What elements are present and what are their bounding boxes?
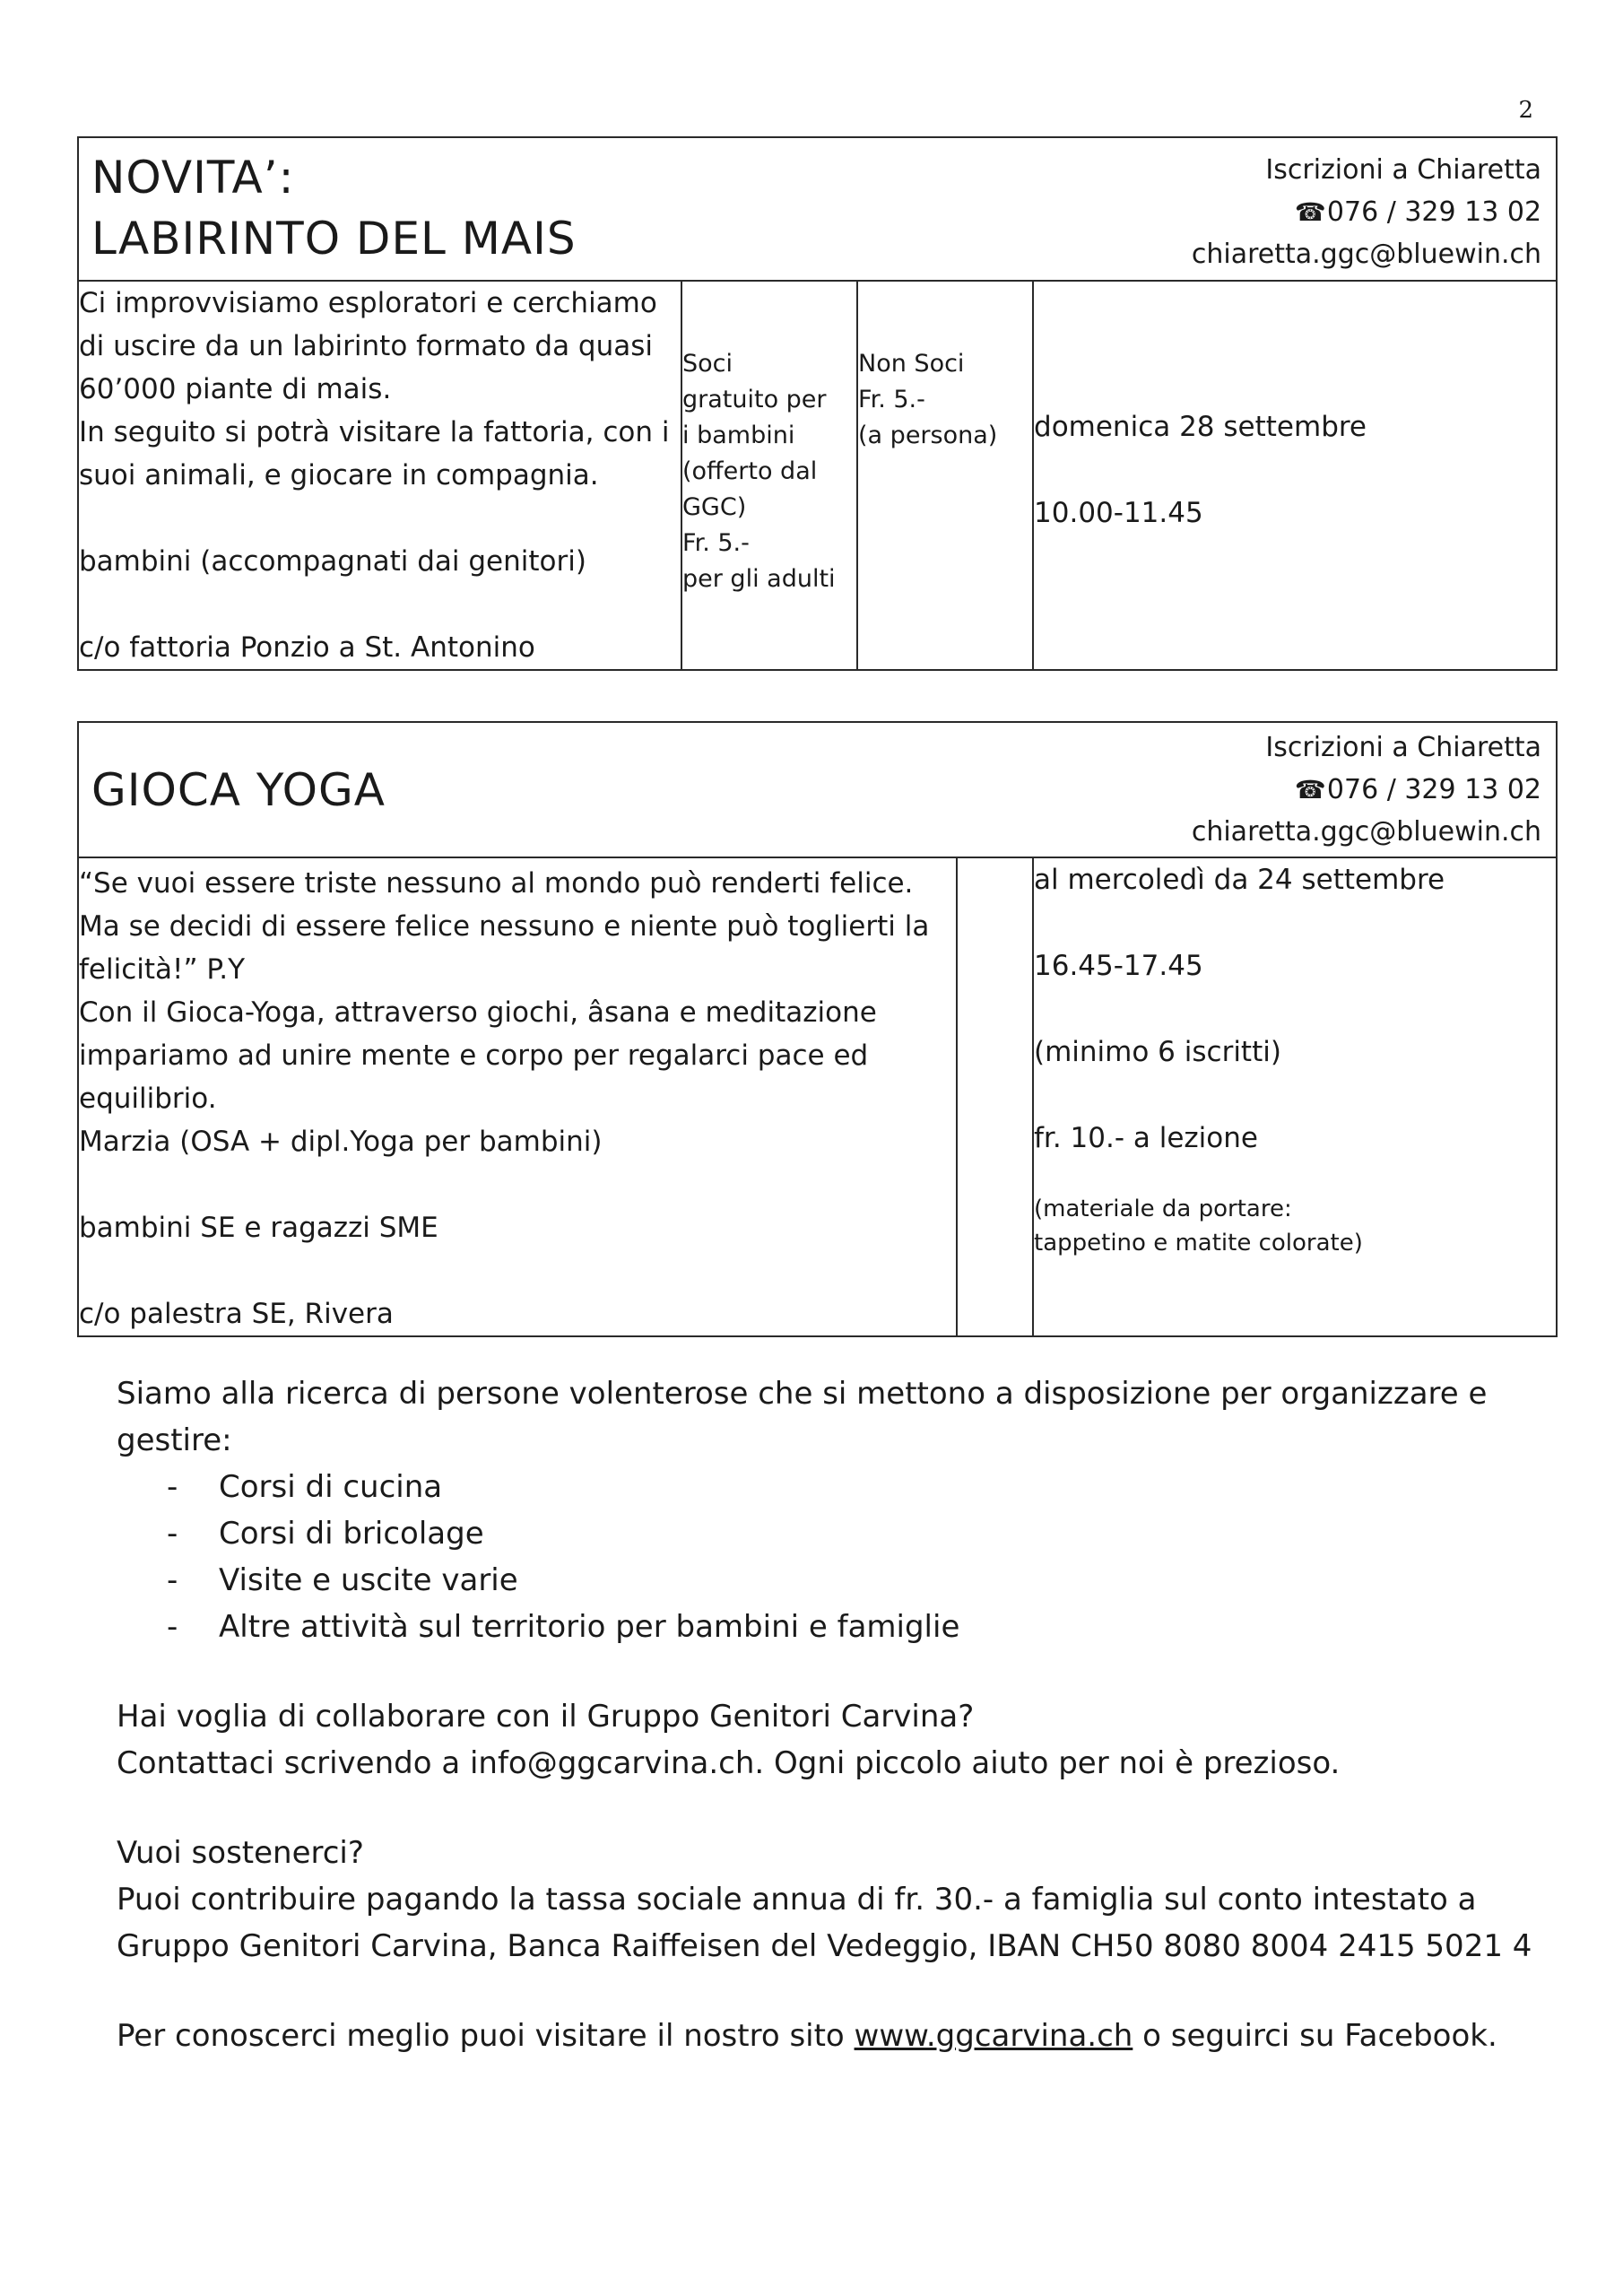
event-contact-cell bbox=[957, 722, 1557, 857]
collaborate-question: Hai voglia di collaborare con il Gruppo Genitori Carvina? bbox=[117, 1699, 975, 1735]
event-material-line: tappetino e matite colorate) bbox=[1034, 1230, 1363, 1257]
event-price: fr. 10.- a lezione bbox=[1034, 1122, 1258, 1154]
contact-phone bbox=[957, 769, 1541, 811]
event-body bbox=[78, 857, 1557, 1336]
empty-price-cell bbox=[957, 857, 1033, 1336]
soci-line: per gli adulti bbox=[682, 565, 836, 593]
contact-label: Iscrizioni a Chiaretta bbox=[1265, 154, 1542, 186]
non-soci-line: (a persona) bbox=[858, 422, 998, 449]
event-minimum: (minimo 6 iscritti) bbox=[1034, 1036, 1281, 1068]
event-date: domenica 28 settembre bbox=[1034, 411, 1367, 443]
non-soci-line: Non Soci bbox=[858, 350, 965, 378]
list-item-text: Corsi di cucina bbox=[219, 1469, 443, 1505]
bottom-section bbox=[117, 1370, 1542, 2059]
volunteers-list bbox=[117, 1464, 1542, 1650]
contact-label: Iscrizioni a Chiaretta bbox=[1265, 732, 1542, 763]
contact-email[interactable]: chiaretta.ggc@bluewin.ch bbox=[1191, 816, 1542, 848]
event-schedule-cell bbox=[1033, 857, 1557, 1336]
non-soci-price-cell bbox=[857, 281, 1033, 670]
telephone-icon: ☎ bbox=[1294, 197, 1326, 227]
website-link[interactable]: www.ggcarvina.ch bbox=[854, 2018, 1133, 2054]
event-description: In seguito si potrà visitare la fattoria, con i suoi animali, e giocare in compagnia. bbox=[79, 416, 670, 491]
event-time: 16.45-17.45 bbox=[1034, 950, 1203, 982]
volunteers-intro: Siamo alla ricerca di persone volenterose che si mettono a disposizione per organizzare e gestire: bbox=[117, 1376, 1488, 1458]
event-title-line: LABIRINTO DEL MAIS bbox=[91, 213, 577, 265]
contact-email[interactable]: chiaretta.ggc@bluewin.ch bbox=[1191, 239, 1542, 270]
event-schedule-cell bbox=[1033, 281, 1557, 670]
event-description-cell bbox=[78, 281, 681, 670]
event-title bbox=[79, 760, 957, 821]
list-item: - Altre attività sul territorio per bambini e famiglie bbox=[167, 1604, 1542, 1650]
event-description-cell bbox=[78, 857, 957, 1336]
event-title-cell bbox=[78, 722, 957, 857]
event-date: al mercoledì da 24 settembre bbox=[1034, 864, 1445, 896]
event-description: Ci improvvisiamo esploratori e cerchiamo di uscire da un labirinto formato da quasi 60’000 piante di mais. bbox=[79, 287, 657, 405]
footer-text: o seguirci su Facebook. bbox=[1142, 2018, 1497, 2054]
event-title-cell bbox=[78, 137, 857, 281]
list-item: - Corsi di bricolage bbox=[167, 1510, 1542, 1557]
event-body bbox=[78, 281, 1557, 670]
event-header bbox=[78, 137, 1557, 281]
soci-line: GGC) bbox=[682, 493, 747, 521]
soci-line: Fr. 5.- bbox=[682, 529, 750, 557]
soci-line: Soci bbox=[682, 350, 733, 378]
event-material-line: (materiale da portare: bbox=[1034, 1196, 1292, 1222]
contact-phone-number: 076 / 329 13 02 bbox=[1326, 774, 1542, 805]
event-title-line: NOVITA’: bbox=[91, 152, 295, 204]
contact-phone bbox=[857, 191, 1541, 233]
list-item-text: Corsi di bricolage bbox=[219, 1516, 484, 1552]
footer-text: Per conoscerci meglio puoi visitare il nostro sito bbox=[117, 2018, 845, 2054]
support-question: Vuoi sostenerci? bbox=[117, 1835, 364, 1871]
support-text: Puoi contribuire pagando la tassa sociale annua di fr. 30.- a famiglia sul conto intestato a Gruppo Genitori Carvina, Banca Raiffeisen del Vedeggio, IBAN CH50 8080 8004 2415 5021 4 bbox=[117, 1882, 1532, 1964]
event-table-labirinto bbox=[77, 136, 1558, 671]
event-contact-cell bbox=[857, 137, 1557, 281]
list-item-text: Visite e uscite varie bbox=[219, 1562, 518, 1598]
event-contact bbox=[857, 138, 1556, 279]
event-table-gioca-yoga bbox=[77, 721, 1558, 1337]
event-title bbox=[79, 138, 857, 269]
event-audience: bambini (accompagnati dai genitori) bbox=[79, 545, 586, 578]
soci-line: i bambini bbox=[682, 422, 795, 449]
event-header bbox=[78, 722, 1557, 857]
list-item: - Visite e uscite varie bbox=[167, 1557, 1542, 1604]
event-location: c/o fattoria Ponzio a St. Antonino bbox=[79, 631, 535, 664]
page-number: 2 bbox=[1518, 97, 1533, 124]
event-quote: “Se vuoi essere triste nessuno al mondo può renderti felice. Ma se decidi di essere felice nessuno e niente può toglierti la felicità!” P.Y bbox=[79, 867, 930, 986]
soci-line: gratuito per bbox=[682, 386, 827, 413]
event-time: 10.00-11.45 bbox=[1034, 497, 1203, 529]
list-item-text: Altre attività sul territorio per bambini e famiglie bbox=[219, 1609, 960, 1645]
soci-price-cell bbox=[681, 281, 857, 670]
event-title-line: GIOCA YOGA bbox=[91, 763, 386, 816]
event-contact bbox=[957, 723, 1556, 857]
event-description: Con il Gioca-Yoga, attraverso giochi, âsana e meditazione impariamo ad unire mente e corpo per regalarci pace ed equilibrio. bbox=[79, 996, 877, 1115]
soci-line: (offerto dal bbox=[682, 457, 818, 485]
non-soci-line: Fr. 5.- bbox=[858, 386, 925, 413]
contact-phone-number: 076 / 329 13 02 bbox=[1326, 196, 1542, 228]
list-item: - Corsi di cucina bbox=[167, 1464, 1542, 1510]
event-audience: bambini SE e ragazzi SME bbox=[79, 1212, 438, 1244]
collaborate-contact: Contattaci scrivendo a info@ggcarvina.ch. Ogni piccolo aiuto per noi è prezioso. bbox=[117, 1745, 1341, 1781]
footer-line bbox=[117, 2013, 1542, 2059]
event-location: c/o palestra SE, Rivera bbox=[79, 1298, 394, 1330]
telephone-icon: ☎ bbox=[1294, 775, 1326, 804]
event-instructor: Marzia (OSA + dipl.Yoga per bambini) bbox=[79, 1126, 603, 1158]
